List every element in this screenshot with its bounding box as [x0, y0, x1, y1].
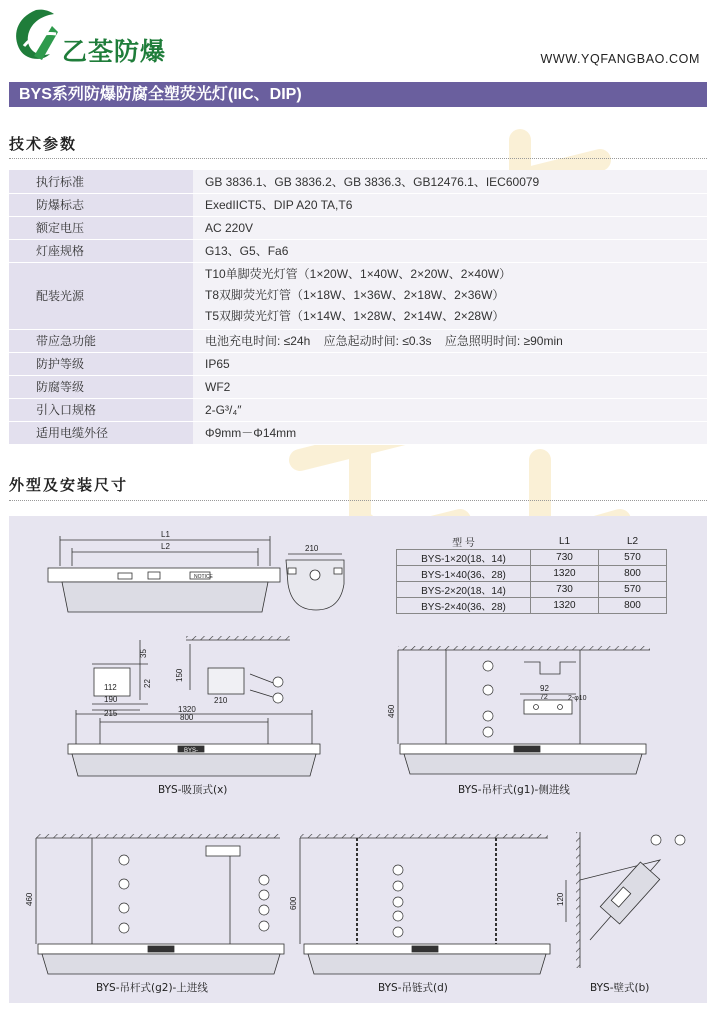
dim-190: 190 — [104, 695, 118, 704]
specs-heading: 技术参数 — [9, 135, 78, 153]
product-title: BYS系列防爆防腐全塑荧光灯(IIC、DIP) — [9, 82, 707, 107]
pendant-g2-drawing — [36, 834, 284, 974]
spec-label: 配装光源 — [9, 262, 193, 329]
notice-label: NOTICE — [194, 574, 213, 580]
lamp-side-view — [286, 554, 344, 610]
spec-value: GB 3836.1、GB 3836.2、GB 3836.3、GB12476.1、IEC60079 — [193, 170, 707, 193]
drawings-heading: 外型及安装尺寸 — [9, 476, 129, 494]
spec-label: 引入口规格 — [9, 398, 193, 421]
dim-l2: L2 — [161, 542, 170, 551]
dim-35: 35 — [139, 649, 148, 658]
dim-22: 22 — [143, 679, 152, 688]
dim-460-g1: 460 — [387, 704, 396, 718]
dim-120: 120 — [556, 892, 565, 906]
spec-label: 防爆标志 — [9, 193, 193, 216]
dim-210: 210 — [305, 544, 319, 553]
spec-value: AC 220V — [193, 216, 707, 239]
col-header: L1 — [558, 536, 571, 547]
dim-92: 92 — [540, 684, 549, 693]
dim-112: 112 — [104, 683, 117, 692]
model-cell: BYS-1×20(18、14) — [397, 550, 531, 566]
spec-label: 灯座规格 — [9, 239, 193, 262]
col-header: 型 号 — [452, 538, 475, 549]
dim-150: 150 — [175, 668, 184, 682]
l2-cell: 570 — [599, 582, 667, 598]
spec-value: 电池充电时间: ≤24h 应急起动时间: ≤0.3s 应急照明时间: ≥90min — [193, 329, 707, 352]
model-cell: BYS-2×20(18、14) — [397, 582, 531, 598]
caption-pendant-g2: BYS-吊杆式(g2)-上进线 — [96, 982, 208, 994]
spec-label: 执行标准 — [9, 170, 193, 193]
dim-1320: 1320 — [178, 705, 196, 714]
col-header: L2 — [626, 536, 639, 547]
spec-value: WF2 — [193, 375, 707, 398]
l2-cell: 800 — [599, 598, 667, 614]
spec-value: IP65 — [193, 352, 707, 375]
model-cell: BYS-2×40(36、28) — [397, 598, 531, 614]
l1-cell: 730 — [531, 550, 599, 566]
dim-800: 800 — [180, 713, 194, 722]
light-source-line: T8双脚荧光灯管（1×18W、1×36W、2×18W、2×36W） — [205, 288, 505, 302]
spec-label: 防护等级 — [9, 352, 193, 375]
spec-label: 适用电缆外径 — [9, 421, 193, 444]
l1-cell: 1320 — [531, 566, 599, 582]
caption-wall: BYS-壁式(b) — [590, 982, 650, 994]
spec-value: Φ9mm－Φ14mm — [193, 421, 707, 444]
model-cell: BYS-1×40(36、28) — [397, 566, 531, 582]
logo-text: 乙荃防爆 — [62, 37, 167, 66]
l1-cell: 730 — [531, 582, 599, 598]
pendant-g1-drawing — [398, 646, 650, 774]
light-source-line: T5双脚荧光灯管（1×14W、1×28W、2×14W、2×28W） — [205, 309, 505, 323]
spec-value: G13、G5、Fa6 — [193, 239, 707, 262]
l2-cell: 800 — [599, 566, 667, 582]
spec-label: 额定电压 — [9, 216, 193, 239]
spec-value: ExedIICT5、DIP A20 TA,T6 — [193, 193, 707, 216]
spec-value: 2-G³/₄″ — [193, 398, 707, 421]
l2-cell: 570 — [599, 550, 667, 566]
l1-cell: 1320 — [531, 598, 599, 614]
spec-label: 防腐等级 — [9, 375, 193, 398]
chain-d-drawing — [300, 834, 550, 974]
dim-l1: L1 — [161, 530, 170, 539]
callout-markers — [119, 661, 685, 937]
brand-label: BYS- — [184, 748, 199, 754]
caption-chain: BYS-吊链式(d) — [378, 982, 448, 994]
dim-600: 600 — [289, 896, 298, 910]
dim-72: 72 — [540, 694, 548, 701]
dim-215: 215 — [104, 709, 118, 718]
website-url: WWW.YQFANGBAO.COM — [540, 52, 700, 66]
light-source-line: T10单脚荧光灯管（1×20W、1×40W、2×20W、2×40W） — [205, 267, 512, 281]
dim-460-g2: 460 — [25, 892, 34, 906]
dim-210b: 210 — [214, 696, 228, 705]
dim-holes: 2-φ10 — [568, 695, 587, 702]
wall-b-drawing — [566, 832, 660, 968]
spec-label: 带应急功能 — [9, 329, 193, 352]
caption-ceiling: BYS-吸顶式(x) — [158, 784, 228, 796]
caption-pendant-g1: BYS-吊杆式(g1)-侧进线 — [458, 784, 570, 796]
